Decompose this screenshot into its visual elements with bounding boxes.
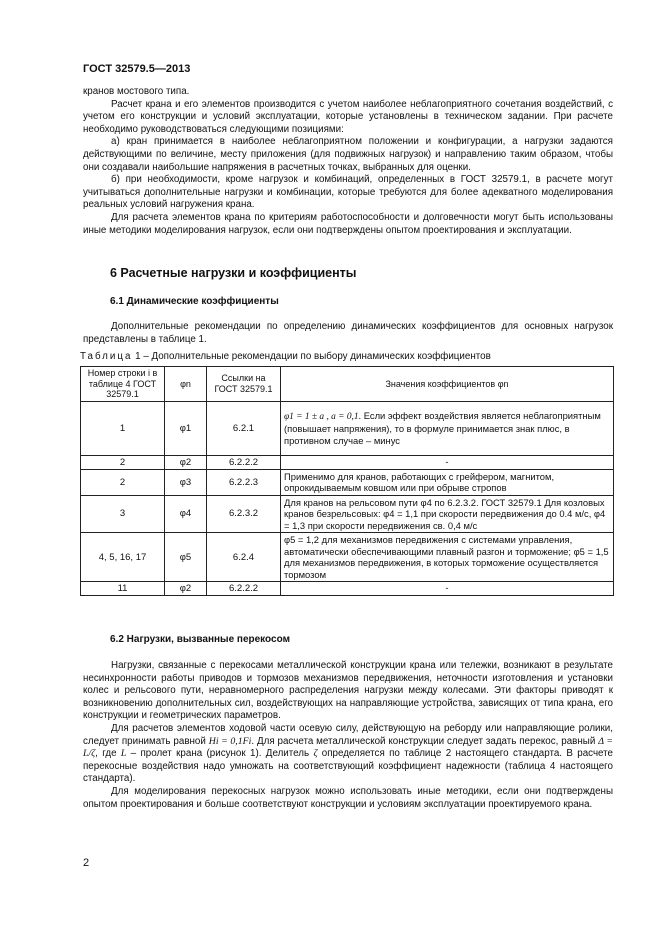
intro-paragraph: Расчет крана и его элементов производится с учетом наиболее неблагоприятного сочетания воздействий, с учетом его конструкции и условий эксплуатации, которые установлены в техническом задании. При расчете необходимо руководствоваться следующими позициями: <box>83 98 613 135</box>
intro-paragraph: б) при необходимости, кроме нагрузок и комбинаций, определенных в ГОСТ 32579.1, в расчете могут учитываться дополнительные нагрузки и комбинации, которые требуются для более адекватного моделирования реальных условий нагружения крана. <box>83 174 613 211</box>
section-6-2-paragraph <box>83 723 613 786</box>
table-header-cell: Ссылки на ГОСТ 32579.1 <box>207 367 281 402</box>
row-number-cell: 11 <box>81 582 165 596</box>
section-6-2-body <box>83 660 613 811</box>
text-run: Для расчетов элементов ходовой части осевую силу, действующую на реборду или направляющие ролики, следует принимать равной <box>83 722 613 747</box>
table-row <box>81 401 614 455</box>
page-number: 2 <box>83 857 90 869</box>
reference-cell: 6.2.4 <box>207 533 281 582</box>
value-text: . Если эффект воздействия является неблагоприятным (повышает напряжения), то в формуле принимается знак плюс, в противном случае – минус <box>284 409 601 446</box>
phi-cell: φ4 <box>165 495 207 533</box>
row-number-cell: 2 <box>81 469 165 495</box>
formula: φ1 = 1 ± a , a = 0,1 <box>284 411 359 422</box>
table-row <box>81 495 614 533</box>
row-number-cell: 1 <box>81 401 165 455</box>
reference-cell: 6.2.2.2 <box>207 455 281 469</box>
table-caption <box>80 351 491 362</box>
reference-cell: 6.2.3.2 <box>207 495 281 533</box>
section-6-1-body <box>83 321 613 346</box>
value-cell: Для кранов на рельсовом пути φ4 по 6.2.3.2. ГОСТ 32579.1 Для козловых кранов безрельсовых: φ4 = 1,1 при скорости передвижения до 0.4 м/с, φ4 = 1,3 при скорости передвижения св. 0,4 м/с <box>281 495 614 533</box>
text-run: определяется по таблице 2 настоящего стандарта. В расчете перекосные воздействия надо умножать на соответствующий коэффициент надежности (таблица 4 настоящего стандарта). <box>83 748 614 785</box>
reference-cell: 6.2.1 <box>207 401 281 455</box>
table-row <box>81 469 614 495</box>
phi-cell: φ5 <box>165 533 207 582</box>
intro-block <box>83 86 613 237</box>
table-caption-word: Таблица <box>80 351 133 362</box>
value-cell <box>281 401 614 455</box>
table-caption-text: 1 – Дополнительные рекомендации по выбору динамических коэффициентов <box>132 351 491 362</box>
table-row <box>81 533 614 582</box>
text-run: – пролет крана (рисунок 1). Делитель <box>126 748 314 760</box>
table-header-row <box>81 367 614 402</box>
section-6-heading: 6 Расчетные нагрузки и коэффициенты <box>110 266 357 280</box>
reference-cell: 6.2.2.3 <box>207 469 281 495</box>
formula-hi: Hi = 0,1Fi <box>208 735 252 747</box>
value-cell: - <box>281 582 614 596</box>
row-number-cell: 4, 5, 16, 17 <box>81 533 165 582</box>
reference-cell: 6.2.2.2 <box>207 582 281 596</box>
section-6-1-paragraph: Дополнительные рекомендации по определению динамических коэффициентов для основных нагрузок представлены в таблице 1. <box>83 321 613 345</box>
section-6-2-paragraph: Для моделирования перекосных нагрузок можно использовать иные методики, если они подтверждены опытом проектирования и больше соответствуют конструкции и условиям эксплуатации проектируемого крана. <box>83 785 613 810</box>
formula-divider: ζ <box>313 748 318 760</box>
table-row <box>81 582 614 596</box>
table-header-cell: Номер строки i в таблице 4 ГОСТ 32579.1 <box>81 367 165 402</box>
row-number-cell: 2 <box>81 455 165 469</box>
phi-cell: φ2 <box>165 455 207 469</box>
formula-skew: Δ = L/ζ <box>83 735 613 760</box>
intro-paragraph: кранов мостового типа. <box>83 86 190 97</box>
table-header-cell: φn <box>165 367 207 402</box>
formula-span: L <box>120 748 127 760</box>
value-cell: - <box>281 455 614 469</box>
intro-paragraph: а) кран принимается в наиболее неблагоприятном положении и конфигурации, а нагрузки задаются действующими по величине, месту приложения (для подвижных нагрузок) и направлению таким образом, чтобы они создавали наибольшие напряжения в расчетных точках, выбранных для оценки. <box>83 136 613 173</box>
value-cell: Применимо для кранов, работающих с грейфером, магнитом, опрокидываемым ковшом или при обрыве стропов <box>281 469 614 495</box>
section-6-1-heading: 6.1 Динамические коэффициенты <box>110 296 279 307</box>
intro-paragraph: Для расчета элементов крана по критериям работоспособности и долговечности могут быть использованы иные методики моделирования нагрузок, если они подтверждены опытом проектирования и эксплуатации. <box>83 211 613 236</box>
phi-cell: φ2 <box>165 582 207 596</box>
coefficients-table <box>80 366 614 596</box>
document-header: ГОСТ 32579.5—2013 <box>83 63 191 75</box>
section-6-2-paragraph: Нагрузки, связанные с перекосами металлической конструкции крана или тележки, возникают в результате несинхронности работы приводов и тормозов механизмов передвижения, неточности изготовления и установки колес и рельсового пути, неравномерного распределения нагрузки между колесами. Эти факторы приводят к возникновению дополнительных сил, воздействующих на направляющие устройства, зависящих от типа крана, его конструкции и геометрических параметров. <box>83 660 613 722</box>
phi-cell: φ3 <box>165 469 207 495</box>
text-run: . Для расчета металлической конструкции следует задать перекос, равный <box>251 735 599 747</box>
row-number-cell: 3 <box>81 495 165 533</box>
value-cell: φ5 = 1,2 для механизмов передвижения с системами управления, автоматически обеспечивающими плавный разгон и торможение; φ5 = 1,5 для механизмов передвижения, в которых торможение осуществляется тормозом <box>281 533 614 582</box>
text-run: , где <box>95 748 121 760</box>
table-header-cell: Значения коэффициентов φn <box>281 367 614 402</box>
phi-cell: φ1 <box>165 401 207 455</box>
table-row <box>81 455 614 469</box>
section-6-2-heading: 6.2 Нагрузки, вызванные перекосом <box>110 634 290 645</box>
